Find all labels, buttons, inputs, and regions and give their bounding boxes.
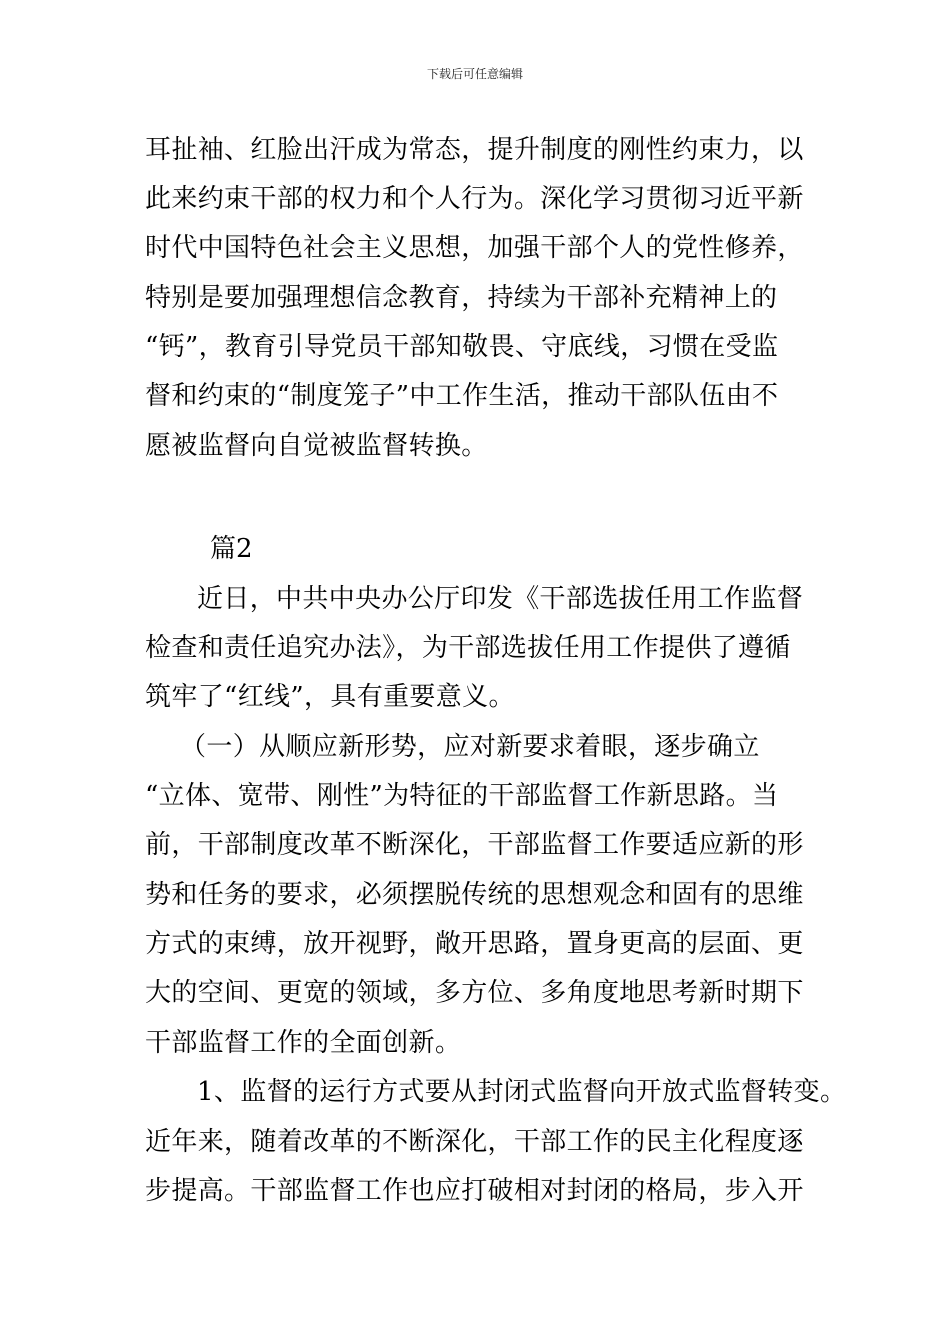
text-line: 时代中国特色社会主义思想，加强干部个人的党性修养，	[145, 233, 804, 263]
text-line: （一）从顺应新形势，应对新要求着眼，逐步确立	[180, 732, 760, 762]
text-line: 督和约束的“制度笼子”中工作生活，推动干部队伍由不	[145, 381, 779, 411]
page-header: 下载后可任意编辑	[426, 67, 523, 81]
text-line: “钙”，教育引导党员干部知敬畏、守底线，习惯在受监	[145, 332, 779, 362]
text-line: 愿被监督向自觉被监督转换。	[145, 431, 488, 461]
section-heading: 篇2	[210, 534, 253, 564]
text-line: 检查和责任追究办法》，为干部选拔任用工作提供了遵循	[145, 633, 791, 663]
text-line: 步提高。干部监督工作也应打破相对封闭的格局，步入开	[145, 1176, 804, 1206]
text-line: 近日，中共中央办公厅印发《干部选拔任用工作监督	[197, 584, 804, 614]
text-line: 干部监督工作的全面创新。	[145, 1028, 462, 1058]
text-line: 方式的束缚，放开视野，敞开思路，置身更高的层面、更	[145, 929, 804, 959]
text-line: 筑牢了“红线”，具有重要意义。	[145, 682, 515, 712]
text-line: 耳扯袖、红脸出汗成为常态，提升制度的刚性约束力，以	[145, 135, 804, 165]
text-line: 1、监督的运行方式要从封闭式监督向开放式监督转变。	[197, 1077, 847, 1107]
text-line: 近年来，随着改革的不断深化，干部工作的民主化程度逐	[145, 1127, 804, 1157]
text-line: 前，干部制度改革不断深化，干部监督工作要适应新的形	[145, 830, 804, 860]
text-line: 此来约束干部的权力和个人行为。深化学习贯彻习近平新	[145, 184, 804, 214]
text-line: 特别是要加强理想信念教育，持续为干部补充精神上的	[145, 283, 778, 313]
text-line: 大的空间、更宽的领域，多方位、多角度地思考新时期下	[145, 978, 804, 1008]
text-line: 势和任务的要求，必须摆脱传统的思想观念和固有的思维	[145, 880, 804, 910]
text-line: “立体、宽带、刚性”为特征的干部监督工作新思路。当	[145, 781, 779, 811]
